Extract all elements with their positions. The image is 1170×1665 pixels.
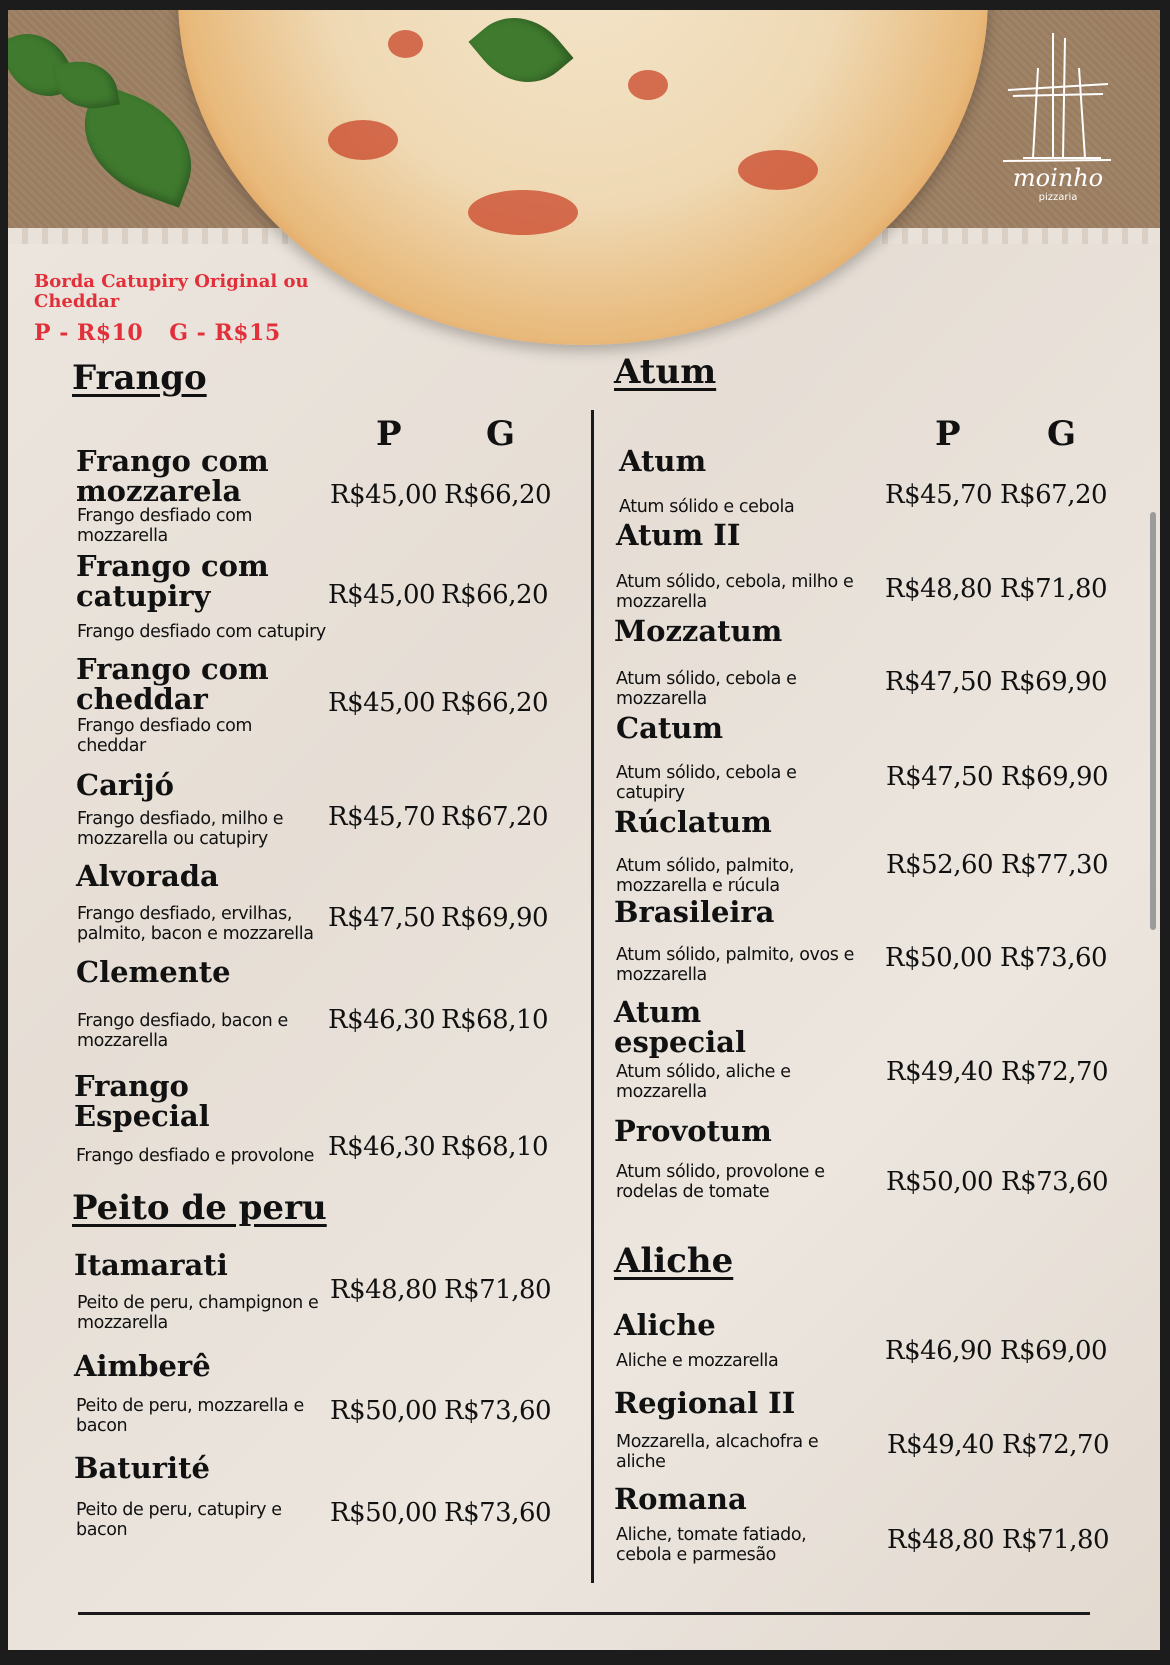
menu-item-price-g: R$68,10 <box>441 1005 549 1035</box>
column-header-g: G <box>1047 414 1077 454</box>
menu-item-price-p: R$47,50 <box>328 903 436 933</box>
menu-item-price-p: R$48,80 <box>887 1525 995 1555</box>
promo-prices <box>34 320 324 346</box>
menu-item-desc: Atum sólido e cebola <box>619 497 795 517</box>
menu-item-price-g: R$71,80 <box>1002 1525 1110 1555</box>
menu-item-price-g: R$71,80 <box>1000 574 1108 604</box>
menu-item-price-g: R$71,80 <box>444 1275 552 1305</box>
menu-item-price-p: R$45,00 <box>328 580 436 610</box>
menu-item-price-p: R$50,00 <box>330 1498 438 1528</box>
menu-item-name: Aimberê <box>74 1349 211 1383</box>
menu-item-name: Frango Especial <box>74 1069 210 1133</box>
menu-item-price-p: R$52,60 <box>886 850 994 880</box>
menu-item-price-g: R$73,60 <box>444 1396 552 1426</box>
menu-item-desc: Frango desfiado e provolone <box>76 1146 314 1166</box>
menu-item-price-p: R$47,50 <box>886 762 994 792</box>
menu-item-price-g: R$69,00 <box>1000 1336 1108 1366</box>
menu-item-desc: Atum sólido, cebola, milho e mozzarella <box>616 572 854 612</box>
menu-item-price-g: R$73,60 <box>1000 943 1108 973</box>
menu-item-price-p: R$45,00 <box>330 480 438 510</box>
menu-item-price-p: R$46,90 <box>885 1336 993 1366</box>
section-title-aliche: Aliche <box>614 1241 734 1281</box>
menu-item-name: Atum especial <box>614 995 746 1059</box>
menu-item-desc: Frango desfiado, milho e mozzarella ou catupiry <box>77 809 284 849</box>
menu-item-price-g: R$73,60 <box>444 1498 552 1528</box>
section-title-atum: Atum <box>614 352 717 392</box>
column-header-p: P <box>376 414 402 454</box>
menu-item-desc: Aliche, tomate fatiado, cebola e parmesão <box>616 1525 807 1565</box>
menu-item-price-p: R$48,80 <box>330 1275 438 1305</box>
menu-item-price-g: R$66,20 <box>441 580 549 610</box>
menu-item-desc: Atum sólido, cebola e mozzarella <box>616 669 797 709</box>
menu-item-price-p: R$46,30 <box>328 1005 436 1035</box>
menu-item-name: Clemente <box>76 955 231 989</box>
menu-item-desc: Atum sólido, cebola e catupiry <box>616 763 797 803</box>
menu-item-price-p: R$50,00 <box>885 943 993 973</box>
menu-item-price-p: R$45,70 <box>328 802 436 832</box>
promo-title: Borda Catupiry Original ou Cheddar <box>34 271 309 312</box>
menu-item-name: Brasileira <box>614 895 775 929</box>
section-title-peito-de-peru: Peito de peru <box>72 1188 327 1228</box>
menu-item-desc: Frango desfiado, ervilhas, palmito, bacon e mozzarella <box>77 904 314 944</box>
brand-logo <box>998 28 1118 228</box>
menu-item-name: Alvorada <box>76 859 219 893</box>
menu-item-desc: Aliche e mozzarella <box>616 1351 779 1371</box>
menu-item-price-g: R$66,20 <box>441 688 549 718</box>
menu-item-price-p: R$47,50 <box>885 667 993 697</box>
scrollbar-thumb[interactable] <box>1150 512 1156 930</box>
menu-item-name: Frango com cheddar <box>76 652 269 716</box>
menu-item-price-p: R$45,00 <box>328 688 436 718</box>
brand-subtitle: pizzaria <box>1038 192 1078 203</box>
menu-item-desc: Atum sólido, palmito, ovos e mozzarella <box>616 945 855 985</box>
menu-item-desc: Frango desfiado com mozzarella <box>77 506 253 546</box>
menu-item-desc: Atum sólido, provolone e rodelas de tomate <box>616 1162 825 1202</box>
menu-item-desc: Peito de peru, catupiry e bacon <box>76 1500 282 1540</box>
menu-item-desc: Frango desfiado, bacon e mozzarella <box>77 1011 288 1051</box>
menu-item-price-p: R$49,40 <box>886 1057 994 1087</box>
menu-item-name: Aliche <box>614 1308 716 1342</box>
brand-name: moinho <box>1012 164 1104 192</box>
menu-item-name: Catum <box>616 711 724 745</box>
menu-item-price-g: R$72,70 <box>1002 1430 1110 1460</box>
menu-item-price-p: R$49,40 <box>887 1430 995 1460</box>
promo-price-p: P - R$10 <box>34 320 144 346</box>
menu-item-desc: Atum sólido, aliche e mozzarella <box>616 1062 791 1102</box>
menu-item-price-g: R$67,20 <box>441 802 549 832</box>
menu-item-price-p: R$50,00 <box>886 1167 994 1197</box>
menu-item-name: Provotum <box>614 1114 772 1148</box>
menu-item-price-g: R$69,90 <box>1001 762 1109 792</box>
menu-item-price-p: R$45,70 <box>885 480 993 510</box>
windmill-icon <box>1003 28 1113 168</box>
menu-item-price-g: R$69,90 <box>441 903 549 933</box>
menu-item-price-g: R$69,90 <box>1000 667 1108 697</box>
menu-item-price-g: R$67,20 <box>1000 480 1108 510</box>
menu-item-price-g: R$73,60 <box>1001 1167 1109 1197</box>
menu-item-price-p: R$48,80 <box>885 574 993 604</box>
column-header-p: P <box>935 414 961 454</box>
menu-item-name: Romana <box>614 1482 747 1516</box>
menu-item-price-g: R$77,30 <box>1001 850 1109 880</box>
menu-item-desc: Peito de peru, mozzarella e bacon <box>76 1396 304 1436</box>
menu-item-name: Frango com catupiry <box>76 549 269 613</box>
menu-item-price-p: R$50,00 <box>330 1396 438 1426</box>
promo-border <box>34 272 324 346</box>
menu-item-desc: Mozzarella, alcachofra e aliche <box>616 1432 819 1472</box>
menu-item-name: Rúclatum <box>614 805 772 839</box>
menu-item-name: Mozzatum <box>614 614 783 648</box>
bottom-rule <box>78 1612 1090 1615</box>
menu-item-desc: Peito de peru, champignon e mozzarella <box>77 1293 319 1333</box>
menu-item-desc: Frango desfiado com cheddar <box>77 716 253 756</box>
menu-item-price-p: R$46,30 <box>328 1132 436 1162</box>
column-divider <box>591 410 594 1583</box>
column-header-g: G <box>486 414 516 454</box>
menu-item-name: Frango com mozzarela <box>76 444 269 508</box>
menu-item-name: Baturité <box>74 1451 210 1485</box>
menu-item-price-g: R$68,10 <box>441 1132 549 1162</box>
promo-price-g: G - R$15 <box>169 320 281 346</box>
menu-item-name: Carijó <box>76 768 175 802</box>
menu-item-desc: Frango desfiado com catupiry <box>77 622 326 642</box>
menu-item-name: Itamarati <box>74 1248 228 1282</box>
menu-item-name: Atum II <box>616 518 741 552</box>
menu-page <box>8 10 1160 1650</box>
menu-item-price-g: R$72,70 <box>1001 1057 1109 1087</box>
menu-item-name: Regional II <box>614 1386 796 1420</box>
menu-item-name: Atum <box>619 444 707 478</box>
menu-item-desc: Atum sólido, palmito, mozzarella e rúcula <box>616 856 795 896</box>
section-title-frango: Frango <box>72 358 207 398</box>
menu-item-price-g: R$66,20 <box>444 480 552 510</box>
